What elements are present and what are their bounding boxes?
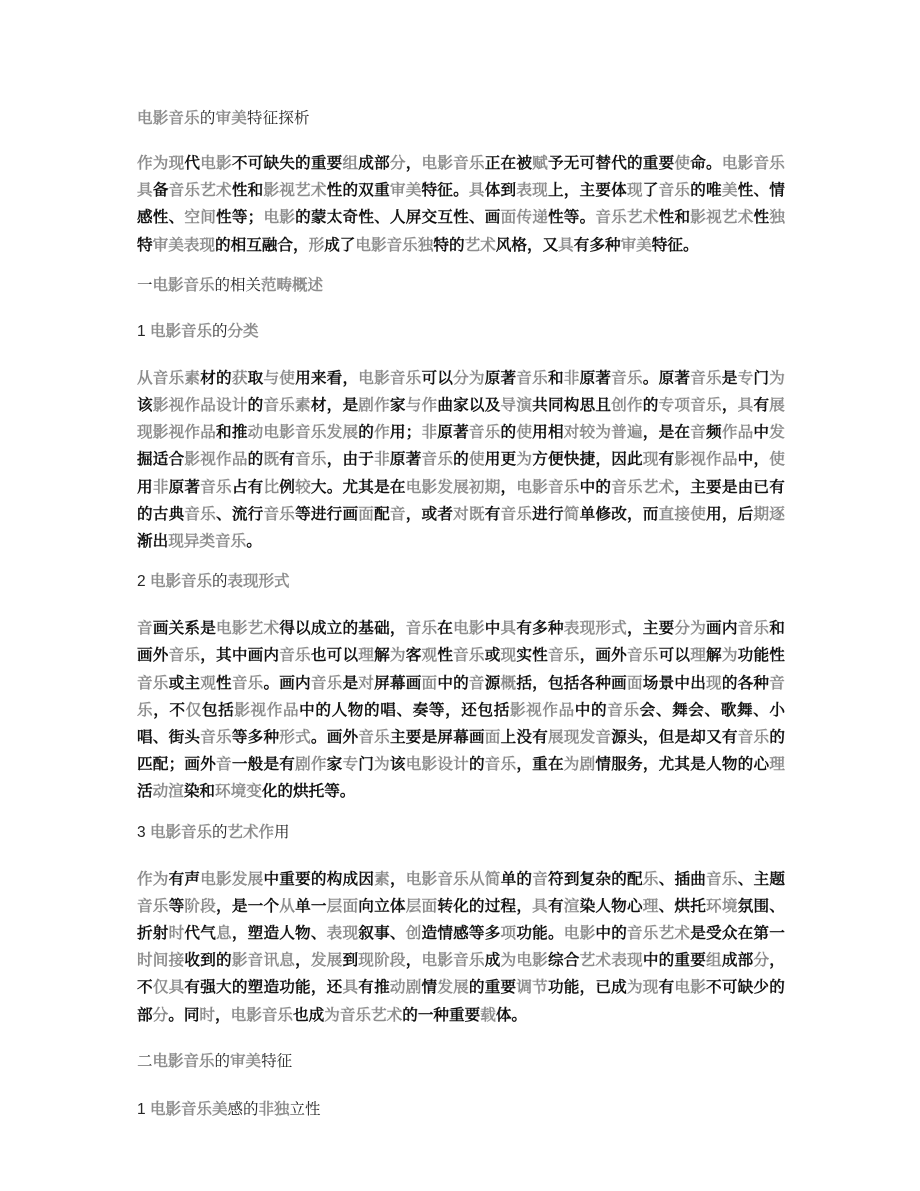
subsection-heading-1-2: 2 电影音乐的表现形式 bbox=[137, 573, 290, 591]
document-content-column bbox=[137, 106, 785, 1143]
page-title: 电影音乐的审美特征探析 bbox=[137, 110, 310, 127]
subsection-heading-1-1: 1 电影音乐的分类 bbox=[137, 322, 259, 340]
subsection-body-1-3: 作为有声电影发展中重要的构成因素，电影音乐从简单的音符到复杂的配乐、插曲音乐、主题音乐等阶段，是一个从单一层面向立体层面转化的过程，具有渲染人物心理、烘托环境氛围、折射时代气息，塑造人物、表现叙事、创造情感等多项功能。电影中的音乐艺术是受众在第一时间接收到的影音讯息，发展到现阶段，电影音乐成为电影综合艺术表现中的重要组成部分，不仅具有强大的塑造功能，还具有推动剧情发展的重要调节功能，已成为现有电影不可缺少的部分。同时，电影音乐也成为音乐艺术的一种重要载体。 bbox=[137, 870, 785, 1024]
subsection-heading-2-1: 1 电影音乐美感的非独立性 bbox=[137, 1100, 321, 1118]
subsection-heading-1-3: 3 电影音乐的艺术作用 bbox=[137, 823, 290, 841]
abstract-paragraph: 作为现代电影不可缺失的重要组成部分，电影音乐正在被赋予无可替代的重要使命。电影音乐具备音乐艺术性和影视艺术性的双重审美特征。具体到表现上，主要体现了音乐的唯美性、情感性、空间性等；电影的蒙太奇性、人屏交互性、画面传递性等。音乐艺术性和影视艺术性独特审美表现的相互融合，形成了电影音乐独特的艺术风格，又具有多种审美特征。 bbox=[137, 155, 785, 254]
section-heading-1: 一电影音乐的相关范畴概述 bbox=[137, 276, 324, 294]
section-heading-2: 二电影音乐的审美特征 bbox=[137, 1052, 293, 1070]
subsection-body-1-1: 从音乐素材的获取与使用来看，电影音乐可以分为原著音乐和非原著音乐。原著音乐是专门为该影视作品设计的音乐素材，是剧作家与作曲家以及导演共同构思且创作的专项音乐，具有展现影视作品和推动电影音乐发展的作用；非原著音乐的使用相对较为普遍，是在音频作品中发掘适合影视作品的既有音乐，由于非原著音乐的使用更为方便快捷，因此现有影视作品中，使用非原著音乐占有比例较大。尤其是在电影发展初期，电影音乐中的音乐艺术，主要是由已有的古典音乐、流行音乐等进行画面配音，或者对既有音乐进行简单修改，而直接使用，后期逐渐出现异类音乐。 bbox=[137, 369, 785, 551]
subsection-body-1-2: 音画关系是电影艺术得以成立的基础，音乐在电影中具有多种表现形式，主要分为画内音乐和画外音乐，其中画内音乐也可以理解为客观性音乐或现实性音乐，画外音乐可以理解为功能性音乐或主观性音乐。画内音乐是对屏幕画面中的音源概括，包括各种画面场景中出现的各种音乐，不仅包括影视作品中的人物的唱、奏等，还包括影视作品中的音乐会、舞会、歌舞、小唱、街头音乐等多种形式。画外音乐主要是屏幕画面上没有展现发音源头，但是却又有音乐的匹配；画外音一般是有剧作家专门为该电影设计的音乐，重在为剧情服务，尤其是人物的心理活动渲染和环境变化的烘托等。 bbox=[137, 620, 785, 801]
